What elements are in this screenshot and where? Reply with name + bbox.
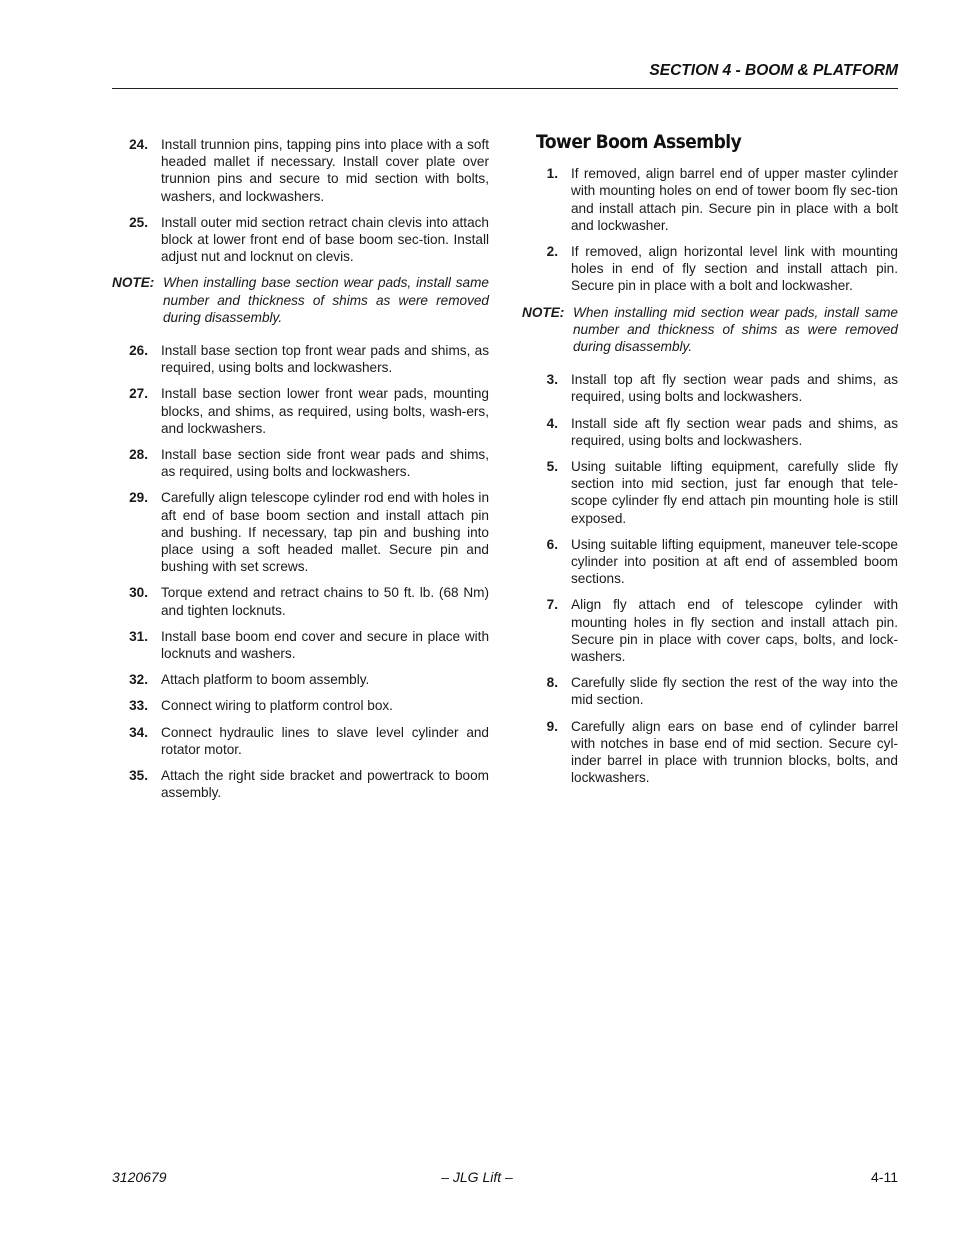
- step-text: Carefully align ears on base end of cylinder barrel with notches in base end of mid section. Secure cyl-inder barrel in place with trunnion blocks, bolts, and lockwashers.: [571, 718, 898, 786]
- step-text: Attach the right side bracket and powertrack to boom assembly.: [161, 768, 489, 801]
- step-item: [112, 489, 489, 575]
- header-rule: [112, 88, 898, 89]
- step-item: [522, 165, 898, 234]
- step-item: [522, 243, 898, 295]
- step-number: 5.: [546, 459, 558, 475]
- step-text: Carefully align telescope cylinder rod end with holes in aft end of base boom section and install attach pin and bushing. If necessary, tap pin and bushing into place using a soft headed mallet. Secure pin and bushing with set screws.: [161, 490, 489, 575]
- step-item: [522, 371, 898, 405]
- note-text: When installing mid section wear pads, install same number and thickness of shims as were removed during disassembly.: [573, 304, 898, 355]
- step-text: Carefully slide fly section the rest of the way into the mid section.: [571, 675, 898, 708]
- footer-doc-number: 3120679: [112, 1169, 167, 1185]
- step-text: If removed, align barrel end of upper master cylinder with mounting holes on end of tower boom fly sec-tion and install attach pin. Secure pin in place with a bolt and lockwasher.: [571, 166, 898, 233]
- step-text: Install base boom end cover and secure in place with locknuts and washers.: [161, 628, 489, 662]
- step-number: 9.: [546, 718, 558, 734]
- step-item: [112, 446, 489, 480]
- note-base-wear-pads: [112, 274, 489, 326]
- step-item: [522, 536, 898, 588]
- step-text: If removed, align horizontal level link with mounting holes in end of fly section and install attach pin. Secure pin in place with a bolt and lockwasher.: [571, 244, 898, 294]
- step-number: 7.: [546, 597, 558, 613]
- step-number: 4.: [546, 415, 558, 431]
- section-title-tower-boom: Tower Boom Assembly: [536, 131, 742, 153]
- step-text: Using suitable lifting equipment, maneuver tele-scope cylinder into position at aft end of assembled boom sections.: [571, 536, 898, 587]
- step-text: Install base section top front wear pads and shims, as required, using bolts and lockwashers.: [161, 343, 489, 376]
- left-column: [112, 136, 489, 811]
- step-text: Torque extend and retract chains to 50 ft. lb. (68 Nm) and tighten locknuts.: [161, 585, 489, 618]
- step-number: 29.: [129, 490, 148, 506]
- right-steps-before-note: [522, 165, 898, 294]
- step-text: Attach platform to boom assembly.: [161, 672, 370, 688]
- footer-page-number: 4-11: [871, 1169, 898, 1185]
- step-number: 25.: [129, 214, 148, 230]
- step-text: Install outer mid section retract chain clevis into attach block at lower front end of base boom sec-tion. Install adjust nut and locknut on clevis.: [161, 214, 489, 265]
- step-text: Connect wiring to platform control box.: [161, 698, 393, 714]
- left-steps-before-note: [112, 136, 489, 265]
- note-label: NOTE:: [112, 275, 155, 291]
- step-number: 31.: [129, 628, 148, 644]
- step-text: Install base section side front wear pads and shims, as required, using bolts and lockwashers.: [161, 447, 489, 480]
- step-text: Align fly attach end of telescope cylinder with mounting holes in fly section and install attach pin. Secure pin in place with cover caps, bolts, and lock-washers.: [571, 597, 898, 665]
- step-number: 27.: [129, 386, 148, 402]
- right-steps-after-note: [522, 371, 898, 786]
- step-item: [112, 385, 489, 437]
- step-text: Install base section lower front wear pads, mounting blocks, and shims, as required, using bolts, wash-ers, and lockwashers.: [161, 386, 489, 436]
- step-item: [112, 628, 489, 662]
- step-item: [522, 415, 898, 449]
- step-text: Connect hydraulic lines to slave level cylinder and rotator motor.: [161, 724, 489, 757]
- step-text: Install trunnion pins, tapping pins into place with a soft headed mallet if necessary. Install cover plate over trunnion pins and secure to mid section with bolts, washers, and lockwashers.: [161, 137, 489, 204]
- step-item: [112, 671, 489, 688]
- right-column: [522, 131, 898, 796]
- step-number: 28.: [129, 447, 148, 463]
- note-text: When installing base section wear pads, install same number and thickness of shims as were removed during disassembly.: [163, 275, 489, 325]
- step-item: [112, 136, 489, 205]
- step-item: [112, 767, 489, 801]
- step-item: [112, 724, 489, 758]
- step-item: [112, 214, 489, 266]
- footer-publisher: – JLG Lift –: [441, 1169, 513, 1185]
- step-item: [522, 596, 898, 665]
- left-steps-after-note: [112, 342, 489, 801]
- step-number: 8.: [546, 675, 558, 691]
- step-number: 32.: [129, 672, 148, 688]
- step-number: 3.: [546, 372, 558, 388]
- note-mid-wear-pads: [522, 304, 898, 356]
- step-number: 30.: [129, 585, 148, 601]
- step-item: [522, 674, 898, 708]
- step-text: Install top aft fly section wear pads and shims, as required, using bolts and lockwashers.: [571, 372, 898, 405]
- step-number: 33.: [129, 698, 148, 714]
- step-item: [112, 697, 489, 714]
- step-number: 26.: [129, 343, 148, 359]
- step-number: 1.: [546, 166, 558, 182]
- step-item: [522, 458, 898, 527]
- section-header: SECTION 4 - BOOM & PLATFORM: [649, 62, 898, 79]
- step-text: Using suitable lifting equipment, carefully slide fly section into mid section, just far enough that tele-scope cylinder fly end attach pin mounting hole is still exposed.: [571, 459, 898, 526]
- step-number: 6.: [546, 536, 558, 552]
- step-item: [112, 342, 489, 376]
- step-item: [522, 718, 898, 787]
- step-item: [112, 584, 489, 618]
- step-number: 35.: [129, 768, 148, 784]
- step-number: 24.: [129, 137, 148, 152]
- note-label: NOTE:: [522, 304, 565, 320]
- step-text: Install side aft fly section wear pads and shims, as required, using bolts and lockwashers.: [571, 415, 898, 448]
- step-number: 34.: [129, 724, 148, 740]
- step-number: 2.: [546, 244, 558, 260]
